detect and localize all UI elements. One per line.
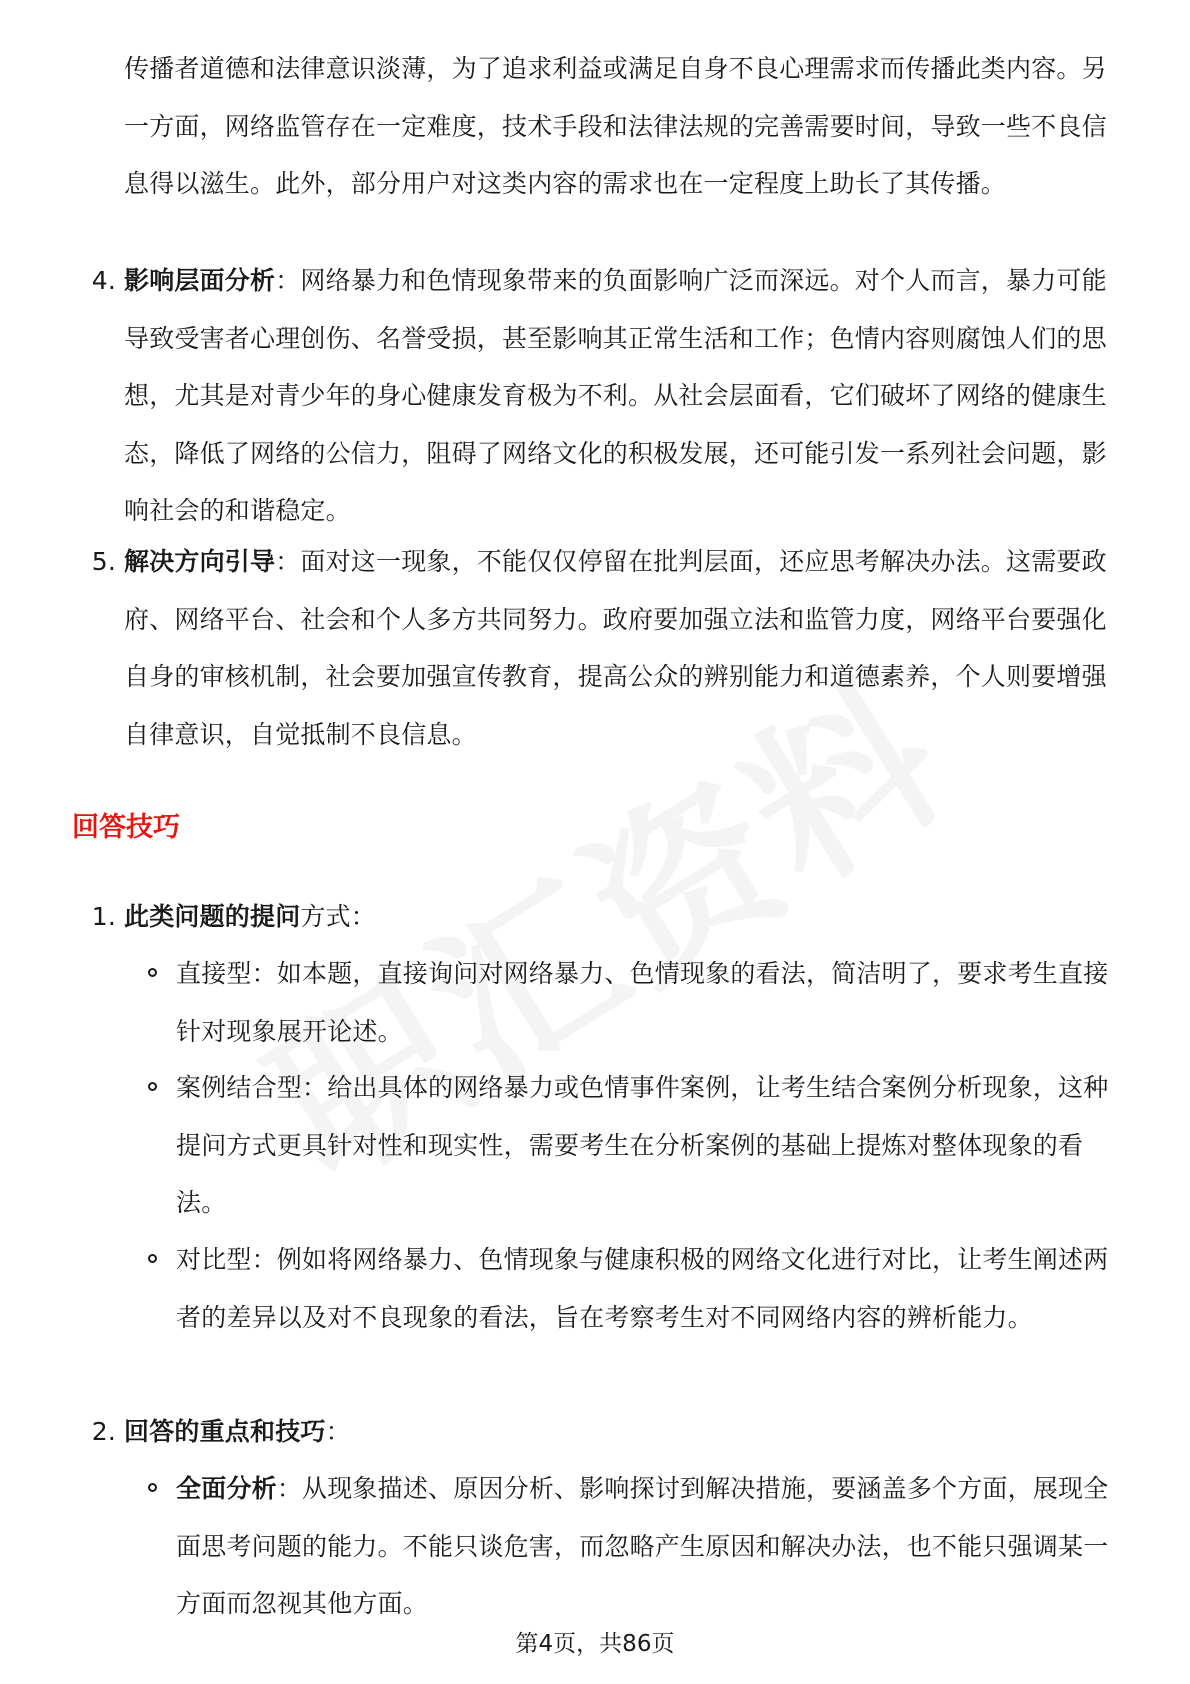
list-item-question-types — [91, 888, 1114, 946]
sub-item-contrast-type — [176, 1231, 1114, 1346]
list-number: 5. — [91, 547, 116, 576]
sub-item-text: ：从现象描述、原因分析、影响探讨到解决措施，要涵盖多个方面，展现全面思考问题的能力。不能只谈危害，而忽略产生原因和解决办法，也不能只强调某一方面而忽视其他方面。 — [176, 1474, 1109, 1619]
sub-item-label: 对比型 — [176, 1245, 252, 1274]
list-item-text: ：网络暴力和色情现象带来的负面影响广泛而深远。对个人而言，暴力可能导致受害者心理创伤、名誉受损，甚至影响其正常生活和工作；色情内容则腐蚀人们的思想，尤其是对青少年的身心健康发育极为不利。从社会层面看，它们破坏了网络的健康生态，降低了网络的公信力，阻碍了网络文化的积极发展，还可能引发一系列社会问题，影响社会的和谐稳定。 — [124, 266, 1107, 526]
sub-item-text: ：给出具体的网络暴力或色情事件案例，让考生结合案例分析现象，这种提问方式更具针对性和现实性，需要考生在分析案例的基础上提炼对整体现象的看法。 — [176, 1073, 1109, 1218]
sub-item-label: 案例结合型 — [176, 1073, 303, 1102]
list-item-impact-analysis — [91, 252, 1114, 540]
sub-item-text: ：例如将网络暴力、色情现象与健康积极的网络文化进行对比，让考生阐述两者的差异以及对不良现象的看法，旨在考察考生对不同网络内容的辨析能力。 — [176, 1245, 1109, 1332]
sub-item-label: 直接型 — [176, 959, 252, 988]
sub-item-comprehensive-analysis — [176, 1460, 1114, 1633]
list-number: 2. — [91, 1417, 116, 1446]
list-item-title: 回答的重点和技巧 — [124, 1417, 326, 1446]
list-item-answer-focus — [91, 1403, 1114, 1461]
list-item-title-rest: 方式： — [300, 902, 377, 931]
list-number: 1. — [91, 902, 116, 931]
circle-bullet-icon — [148, 1483, 157, 1492]
sub-item-label: 全面分析 — [176, 1474, 277, 1503]
circle-bullet-icon — [148, 1082, 157, 1091]
list-item-title: 此类问题的提问 — [124, 902, 301, 931]
sub-item-text: ：如本题，直接询问对网络暴力、色情现象的看法，简洁明了，要求考生直接针对现象展开论述。 — [176, 959, 1109, 1046]
page-footer: 第4页，共86页 — [515, 1631, 675, 1657]
circle-bullet-icon — [148, 968, 157, 977]
list-item-solution-guidance — [91, 533, 1114, 763]
section-heading: 回答技巧 — [72, 812, 180, 843]
list-item-text: ：面对这一现象，不能仅仅停留在批判层面，还应思考解决办法。这需要政府、网络平台、社会和个人多方共同努力。政府要加强立法和监管力度，网络平台要强化自身的审核机制，社会要加强宣传教育，提高公众的辨别能力和道德素养，个人则要增强自律意识，自觉抵制不良信息。 — [124, 547, 1107, 749]
sub-item-direct-type — [176, 945, 1114, 1060]
intro-continuation: 传播者道德和法律意识淡薄，为了追求利益或满足自身不良心理需求而传播此类内容。另一方面，网络监管存在一定难度，技术手段和法律法规的完善需要时间，导致一些不良信息得以滋生。此外，部分用户对这类内容的需求也在一定程度上助长了其传播。 — [124, 54, 1107, 199]
list-number: 4. — [91, 266, 116, 295]
circle-bullet-icon — [148, 1254, 157, 1263]
list-item-title: 影响层面分析 — [124, 266, 276, 295]
sub-item-case-type — [176, 1059, 1114, 1232]
list-item-title-rest: ： — [325, 1417, 351, 1446]
list-item-title: 解决方向引导 — [124, 547, 276, 576]
